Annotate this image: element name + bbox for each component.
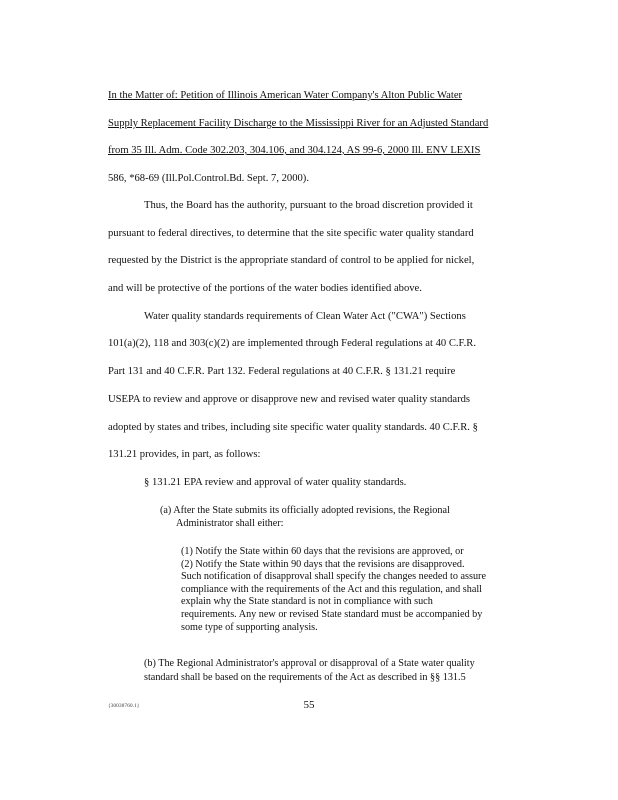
quote-b-line-1: (b) The Regional Administrator's approval or disapproval of a State water quality [144,658,475,669]
citation-line-2: Supply Replacement Facility Discharge to the Mississippi River for an Adjusted Standard [108,118,489,129]
quote-a-line-1: (a) After the State submits its officially adopted revisions, the Regional [160,505,450,516]
quote-list-line-6: requirements. Any new or revised State standard must be accompanied by [181,608,483,620]
quote-list-line-4: compliance with the requirements of the Act and this regulation, and shall [181,583,483,595]
para1-line-2: pursuant to federal directives, to determine that the site specific water quality standard [108,228,474,239]
citation-line-3: from 35 Ill. Adm. Code 302.203, 304.106, and 304.124, AS 99-6, 2000 Ill. ENV LEXIS [108,145,481,156]
para1-line-4: and will be protective of the portions of the water bodies identified above. [108,283,422,294]
citation-line-4: 586, *68-69 (Ill.Pol.Control.Bd. Sept. 7, 2000). [108,173,309,184]
para2-line-1: Water quality standards requirements of Clean Water Act ("CWA") Sections [144,311,466,322]
quote-a-line-2: Administrator shall either: [176,517,284,529]
quote-list-line-2: (2) Notify the State within 90 days that the revisions are disapproved. [181,558,465,570]
para1-line-1: Thus, the Board has the authority, pursuant to the broad discretion provided it [144,200,473,211]
para2-line-2: 101(a)(2), 118 and 303(c)(2) are implemented through Federal regulations at 40 C.F.R. [108,338,476,349]
quote-list-line-7: some type of supporting analysis. [181,621,318,633]
quote-b-line-2: standard shall be based on the requirements of the Act as described in §§ 131.5 [144,672,466,683]
para2-line-4: USEPA to review and approve or disapprove new and revised water quality standards [108,394,471,405]
quote-list [181,546,486,634]
quote-list-line-1: (1) Notify the State within 60 days that the revisions are approved, or [181,546,464,557]
document-id: {30038760.1} [108,703,140,709]
citation-line-1: In the Matter of: Petition of Illinois American Water Company's Alton Public Water [108,90,463,101]
para2-line-3: Part 131 and 40 C.F.R. Part 132. Federal regulations at 40 C.F.R. § 131.21 require [108,366,456,377]
section-heading: § 131.21 EPA review and approval of water quality standards. [144,477,407,488]
quote-a [160,505,450,530]
quote-list-line-3: Such notification of disapproval shall specify the changes needed to assure [181,571,486,583]
para2-line-5: adopted by states and tribes, including site specific water quality standards. 40 C.F.R. § [108,422,478,433]
page-number: 55 [303,699,315,711]
quote-list-line-5: explain why the State standard is not in compliance with such [181,596,433,608]
quote-b [144,657,475,685]
para2-line-6: 131.21 provides, in part, as follows: [108,449,261,460]
para1-line-3: requested by the District is the appropriate standard of control to be applied for nickel, [108,255,475,266]
